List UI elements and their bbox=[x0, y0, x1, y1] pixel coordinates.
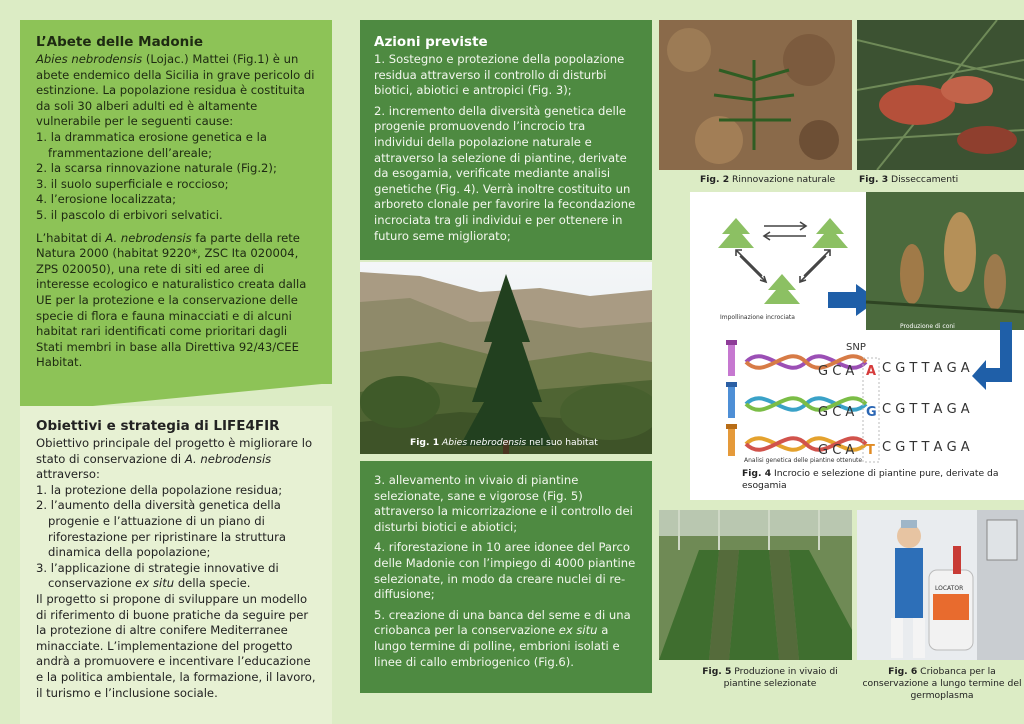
fig4-caption: Fig. 4 Incrocio e selezione di piantine pure, derivate da esogamia bbox=[742, 468, 999, 491]
sequence-right: C G T T A G A bbox=[882, 440, 970, 455]
cross-arrows-icon bbox=[736, 222, 830, 282]
fig4-diagram bbox=[690, 192, 1024, 500]
fig6-caption: Fig. 6 Criobanca per la conservazione a lungo termine del germoplasma bbox=[862, 666, 1022, 701]
list-item: 3. il suolo superficiale e roccioso; bbox=[36, 176, 229, 191]
fig2-photo bbox=[659, 20, 852, 170]
list-item: 1. la protezione della popolazione residua; bbox=[36, 482, 283, 497]
azioni-item-5: 5. creazione di una banca del seme e di una criobanca per la conservazione ex situ a lungo termine di polline, embrioni isolati e linee di callo embriogenico (Fig.6). bbox=[374, 607, 631, 669]
fig2-caption: Fig. 2 Rinnovazione naturale bbox=[700, 174, 836, 185]
azioni-item-1: 1. Sostegno e protezione della popolazione residua attraverso il controllo di disturbi biotici, abiotici e antropici (Fig. 3); bbox=[374, 52, 625, 98]
azioni-title: Azioni previste bbox=[374, 34, 488, 50]
list-item: 1. la drammatica erosione genetica e la frammentazione dell’areale; bbox=[36, 129, 267, 160]
snp-base: G bbox=[866, 405, 877, 420]
abete-panel bbox=[20, 20, 332, 384]
fig1-caption: Fig. 1 Abies nebrodensis nel suo habitat bbox=[410, 437, 598, 448]
list-item: 5. il pascolo di erbivori selvatici. bbox=[36, 207, 223, 222]
azioni-item-4: 4. riforestazione in 10 aree idonee del Parco delle Madonie con l’impiego di 4000 piantine selezionate, in modo da creare nuclei di re-diffusione; bbox=[374, 540, 636, 602]
abete-title: L’Abete delle Madonie bbox=[36, 34, 204, 50]
obiettivi-panel bbox=[20, 406, 332, 724]
snp-base: T bbox=[866, 443, 875, 458]
arrow-down-icon bbox=[972, 322, 1024, 390]
list-item: 3. l’applicazione di strategie innovative di conservazione ex situ della specie. bbox=[36, 560, 279, 591]
fig5-caption: Fig. 5 Produzione in vivaio di piantine selezionate bbox=[702, 666, 838, 689]
snp-base: A bbox=[866, 364, 877, 379]
fig6-photo bbox=[857, 510, 1024, 660]
fig1-photo bbox=[360, 262, 652, 454]
azioni-panel-bottom bbox=[360, 461, 652, 693]
abete-causes-list bbox=[36, 130, 316, 224]
list-item: 2. l’aumento della diversità genetica della progenie e l’attuazione di un piano di riforestazione per ripristinare la struttura dinamica della popolazione; bbox=[36, 498, 286, 560]
obiettivi-closing: Il progetto si propone di sviluppare un modello di riferimento di buone pratiche da seguire per la protezione di altre conifere Mediterranee minacciate. L’implementazione del progetto andrà a promuovere e incentivare l’educazione e la politica ambientale, la formazione, il lavoro, il turismo e l’inclusione sociale. bbox=[36, 591, 316, 700]
obiettivi-list bbox=[36, 483, 316, 592]
sequence-right: C G T T A G A bbox=[882, 361, 970, 376]
fig3-caption: Fig. 3 Disseccamenti bbox=[859, 174, 959, 185]
list-item: 2. la scarsa rinnovazione naturale (Fig.2); bbox=[36, 161, 277, 176]
test-tubes-icon bbox=[726, 340, 737, 456]
sequence-left: G C A bbox=[818, 443, 855, 458]
fig3-photo bbox=[857, 20, 1024, 170]
tank-label: LOCATOR bbox=[935, 585, 964, 592]
abete-intro: Abies nebrodensis (Lojac.) Mattei (Fig.1) è un abete endemico della Sicilia in grave pericolo di estinzione. La popolazione residua è costituita da soli 30 alberi adulti ed è altamente vulnerabile per le seguenti cause: bbox=[36, 52, 315, 129]
snp-label: SNP bbox=[846, 342, 866, 353]
sequence-right: C G T T A G A bbox=[882, 402, 970, 417]
abete-habitat: L’habitat di A. nebrodensis fa parte della rete Natura 2000 (habitat 9220*, ZSC Ita 020004, ZPS 020050), una rete di siti ed aree di interesse ecologico e naturalistico creata dalla UE per la protezione e la conservazione delle specie di flora e fauna minacciati e di alcuni habitat rari identificati come prioritari dagli Stati membri in base alla Direttiva 92/43/CEE Habitat. bbox=[36, 230, 307, 370]
fig5-photo bbox=[659, 510, 852, 660]
azioni-item-2: 2. incremento della diversità genetica delle progenie promuovendo l’incrocio tra individui della popolazione naturale e attraverso la selezione di piantine, derivate da esogamia, verificate mediante analisi genetiche (Fig. 4). Verrà inoltre costituito un arboreto clonale per favorire la fecondazione incrociata tra gli individui e per ottenere in futuro seme migliorato; bbox=[374, 103, 636, 243]
analysis-label: Analisi genetica delle piantine ottenute bbox=[744, 457, 863, 464]
obiettivi-title: Obiettivi e strategia di LIFE4FIR bbox=[36, 418, 280, 434]
pollination-label: Impollinazione incrociata bbox=[720, 314, 795, 321]
cones-label: Produzione di coni bbox=[900, 323, 955, 330]
obiettivi-intro: Obiettivo principale del progetto è migliorare lo stato di conservazione di A. nebrodensis bbox=[36, 436, 313, 466]
sequence-left: G C A bbox=[818, 364, 855, 379]
sequence-left: G C A bbox=[818, 405, 855, 420]
azioni-panel-top bbox=[360, 20, 652, 260]
obiettivi-intro-post: attraverso: bbox=[36, 467, 100, 482]
list-item: 4. l’erosione localizzata; bbox=[36, 192, 176, 207]
azioni-item-3: 3. allevamento in vivaio di piantine selezionate, sane e vigorose (Fig. 5) attraverso la micorrizazione e il controllo dei disturbi biotici e abiotici; bbox=[374, 473, 633, 534]
tree-icons bbox=[718, 218, 848, 304]
